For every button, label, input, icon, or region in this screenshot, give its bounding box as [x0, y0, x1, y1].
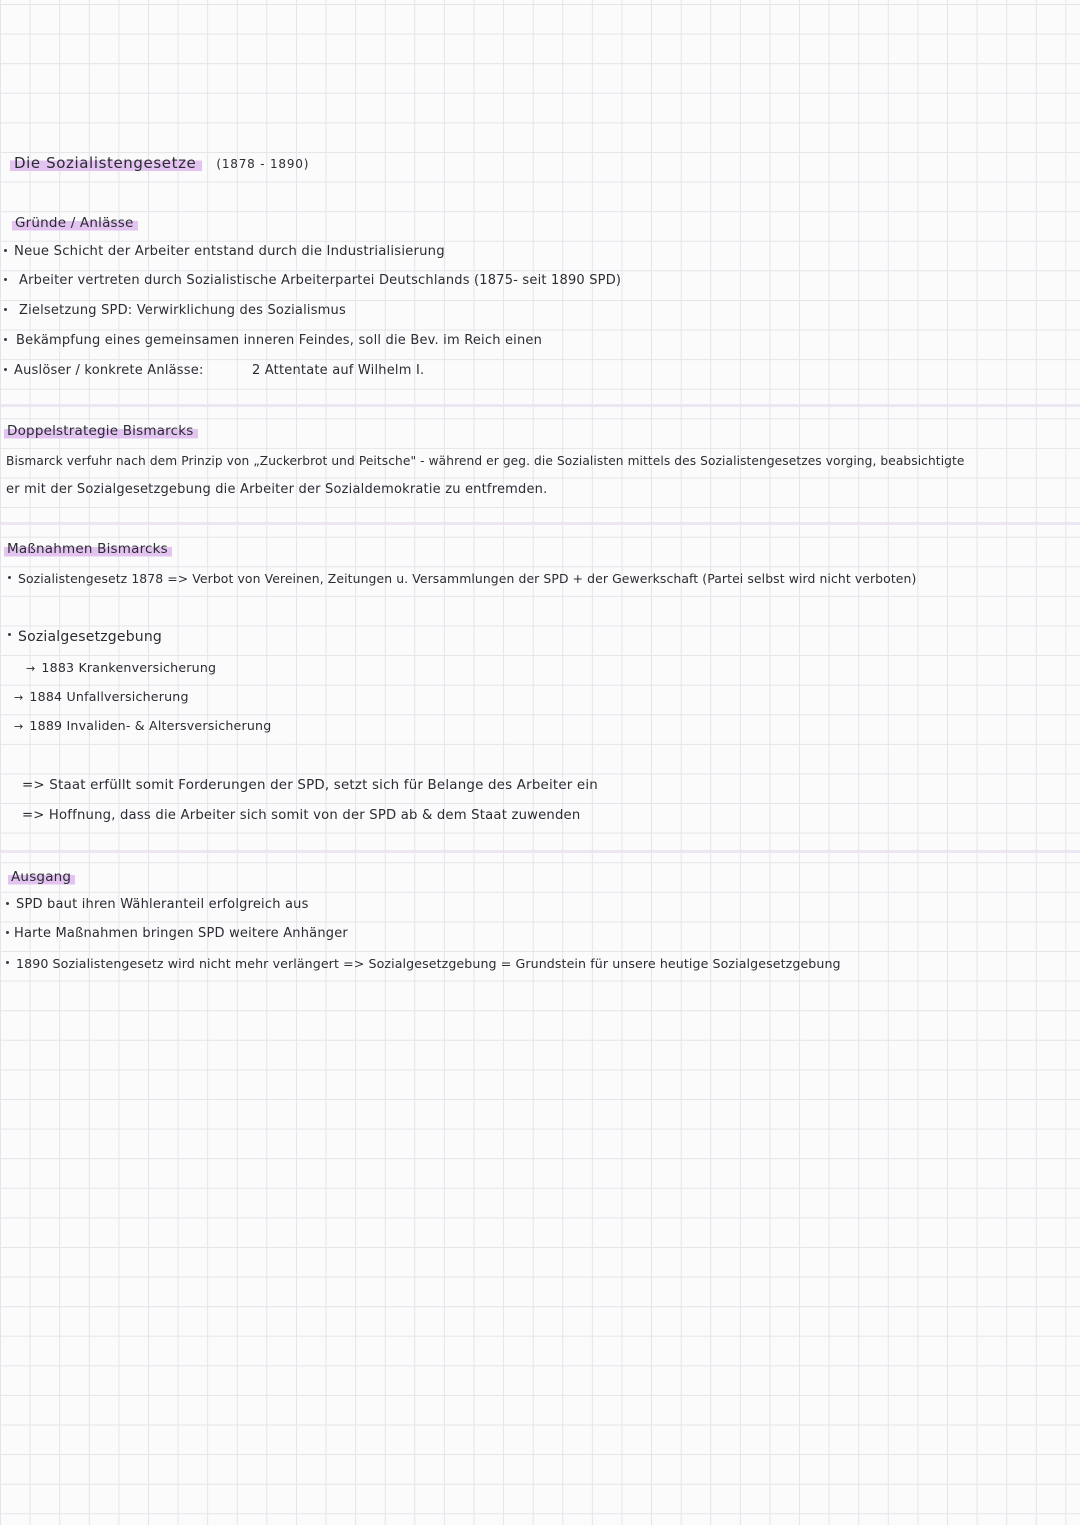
gruende-item-2: Arbeiter vertreten durch Sozialistische Arbeiterpartei Deutschlands (1875- seit 1890 SPD): [19, 273, 622, 288]
arrow-icon: →: [14, 691, 24, 704]
heading-ausgang: Ausgang: [8, 868, 75, 886]
ausgang-item-3: 1890 Sozialistengesetz wird nicht mehr verlängert => Sozialgesetzgebung = Grundstein für unsere heutige Sozialgesetzgebung: [16, 956, 841, 971]
massnahmen-sozialgesetzgebung: Sozialgesetzgebung: [18, 629, 163, 645]
doppelstrategie-text-1: Bismarck verfuhr nach dem Prinzip von „Zuckerbrot und Peitsche" - während er geg. die Sozialisten mittels des Sozialistengesetzes vorging, beabsichtigte: [6, 454, 965, 468]
versicherung-item-1: → 1883 Krankenversicherung: [26, 660, 217, 675]
ausgang-item-1: SPD baut ihren Wähleranteil erfolgreich aus: [16, 897, 309, 912]
ausgang-item-2: Harte Maßnahmen bringen SPD weitere Anhänger: [14, 926, 348, 941]
heading-gruende: Gründe / Anlässe: [12, 214, 138, 232]
section-divider: [0, 850, 1080, 853]
bullet: [4, 308, 7, 311]
massnahmen-sozialistengesetz: Sozialistengesetz 1878 => Verbot von Vereinen, Zeitungen u. Versammlungen der SPD + der Gewerkschaft (Partei selbst wird nicht verboten): [18, 571, 917, 586]
bullet: [4, 338, 7, 341]
gruende-item-1: Neue Schicht der Arbeiter entstand durch die Industrialisierung: [14, 244, 445, 259]
versicherung-item-2: → 1884 Unfallversicherung: [14, 689, 189, 704]
bullet: [4, 278, 7, 281]
bullet: [6, 902, 9, 905]
bullet: [6, 961, 9, 964]
doppelstrategie-text-2: er mit der Sozialgesetzgebung die Arbeiter der Sozialdemokratie zu entfremden.: [6, 482, 548, 497]
bullet: [4, 368, 7, 371]
gruende-attentate: 2 Attentate auf Wilhelm I.: [252, 363, 425, 378]
section-divider: [0, 522, 1080, 525]
arrow-icon: →: [26, 662, 36, 675]
gruende-item-4: Bekämpfung eines gemeinsamen inneren Feindes, soll die Bev. im Reich einen: [16, 333, 543, 348]
gruende-item-5: Auslöser / konkrete Anlässe:: [14, 363, 204, 378]
arrow-icon: →: [14, 720, 24, 733]
page-title: [10, 153, 309, 174]
massnahmen-folge-2: => Hoffnung, dass die Arbeiter sich somit von der SPD ab & dem Staat zuwenden: [22, 808, 581, 823]
title-main: Die Sozialistengesetze: [10, 154, 202, 172]
heading-doppelstrategie: Doppelstrategie Bismarcks: [4, 422, 198, 440]
bullet: [8, 576, 11, 579]
bullet: [8, 633, 11, 636]
bullet: [6, 931, 9, 934]
versicherung-item-3: → 1889 Invaliden- & Altersversicherung: [14, 718, 272, 733]
heading-massnahmen: Maßnahmen Bismarcks: [4, 540, 172, 558]
gruende-item-3: Zielsetzung SPD: Verwirklichung des Sozialismus: [19, 303, 346, 318]
section-divider: [0, 404, 1080, 407]
massnahmen-folge-1: => Staat erfüllt somit Forderungen der SPD, setzt sich für Belange des Arbeiter ein: [22, 778, 598, 793]
bullet: [4, 249, 7, 252]
title-years: (1878 - 1890): [216, 157, 310, 171]
